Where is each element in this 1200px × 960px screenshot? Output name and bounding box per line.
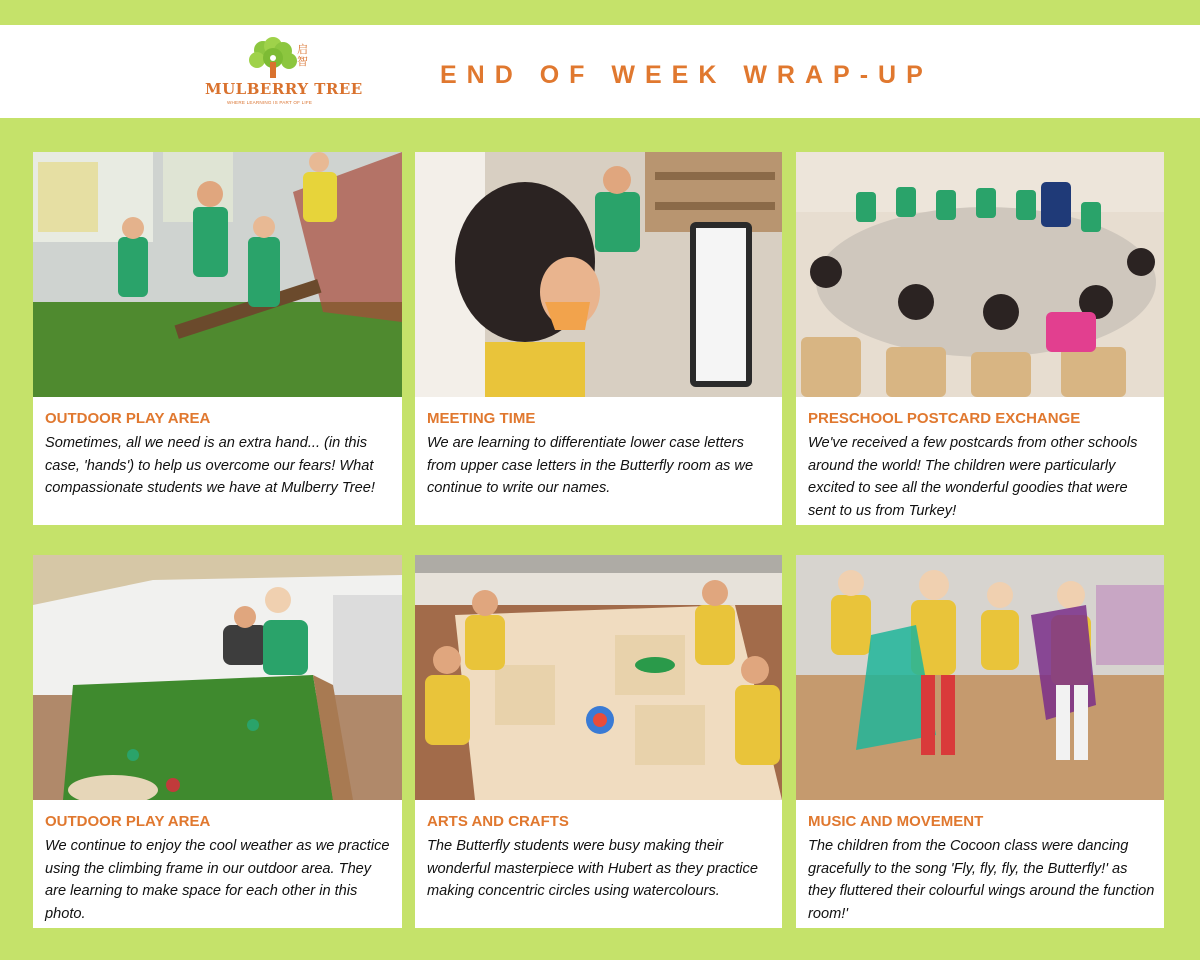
card-title: OUTDOOR PLAY AREA — [45, 410, 211, 427]
arts-and-crafts-photo — [415, 555, 782, 800]
card-music-and-movement — [796, 555, 1164, 928]
card-description: We continue to enjoy the cool weather as we practice using the climbing frame in our outdoor area. They are learning to make space for each other in this photo. — [45, 838, 390, 922]
card-meeting-time — [415, 152, 782, 525]
card-arts-and-crafts — [415, 555, 782, 928]
card-description: The children from the Cocoon class were dancing gracefully to the song 'Fly, fly, fly, the Butterfly!' as they fluttered their colourful wings around the function room!' — [808, 838, 1155, 922]
climbing-frame-photo — [33, 555, 402, 800]
card-description: The Butterfly students were busy making their wonderful masterpiece with Hubert as they practice making concentric circles using watercolours. — [427, 838, 758, 899]
card-outdoor-play-2 — [33, 555, 402, 928]
card-description: We are learning to differentiate lower case letters from upper case letters in the Butterfly room as we continue to write our names. — [427, 435, 754, 496]
page-title: END OF WEEK WRAP-UP — [440, 61, 933, 89]
logo-chinese-characters: 启智 — [297, 44, 308, 68]
postcard-exchange-photo — [796, 152, 1164, 397]
mulberry-tree-logo — [205, 36, 363, 112]
card-description: We've received a few postcards from other schools around the world! The children were particularly excited to see all the wonderful goodies that were sent to us from Turkey! — [808, 435, 1138, 519]
card-postcard-exchange — [796, 152, 1164, 525]
card-description: Sometimes, all we need is an extra hand... (in this case, 'hands') to help us overcome our fears! What compassionate students we have at Mulberry Tree! — [45, 435, 375, 496]
card-title: MUSIC AND MOVEMENT — [808, 813, 984, 830]
card-title: ARTS AND CRAFTS — [427, 813, 569, 830]
music-and-movement-photo — [796, 555, 1164, 800]
card-outdoor-play-1 — [33, 152, 402, 525]
logo-name: MULBERRY TREE — [205, 80, 363, 98]
card-title: PRESCHOOL POSTCARD EXCHANGE — [808, 410, 1081, 427]
outdoor-play-photo — [33, 152, 402, 397]
card-title: MEETING TIME — [427, 410, 536, 427]
meeting-time-photo — [415, 152, 782, 397]
logo-tagline: WHERE LEARNING IS PART OF LIFE — [227, 100, 313, 105]
header-bar — [0, 25, 1200, 118]
card-title: OUTDOOR PLAY AREA — [45, 813, 211, 830]
